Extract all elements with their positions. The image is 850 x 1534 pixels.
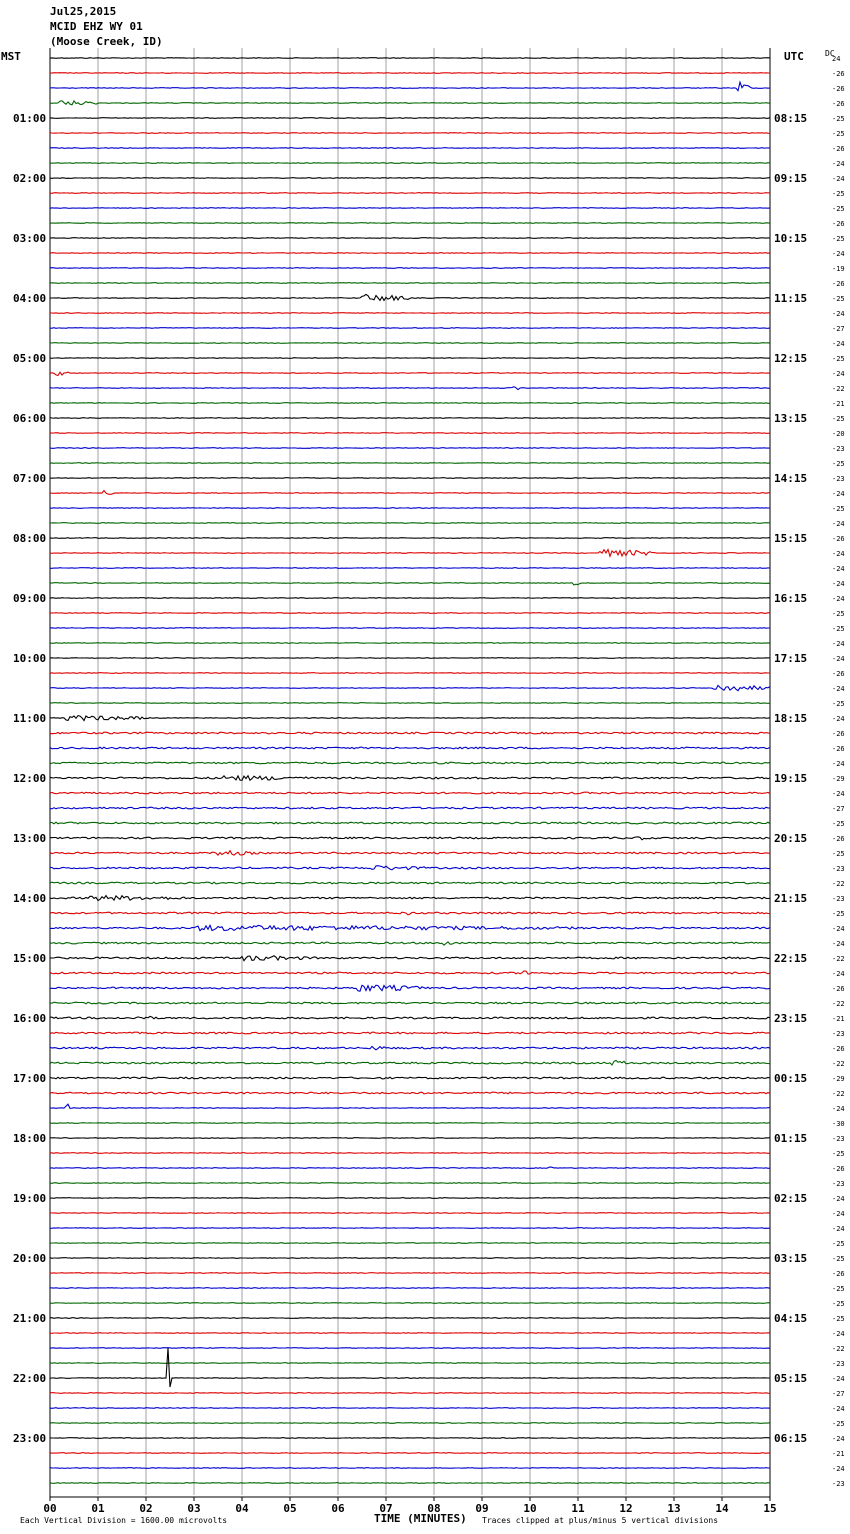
right-hour-label: 19:15: [774, 772, 808, 785]
dc-offset-label: -21: [832, 1015, 845, 1023]
right-hour-label: 00:15: [774, 1072, 808, 1085]
trace-line: [50, 658, 770, 659]
dc-offset-label: -25: [832, 505, 845, 513]
trace-line: [50, 792, 770, 794]
dc-offset-label: -22: [832, 955, 845, 963]
dc-offset-label: -25: [832, 205, 845, 213]
trace-line: [50, 538, 770, 539]
trace-line: [50, 1333, 770, 1334]
right-hour-label: 02:15: [774, 1192, 808, 1205]
dc-offset-label: -25: [832, 130, 845, 138]
trace-line: [50, 1153, 770, 1154]
left-hour-label: 15:00: [13, 952, 47, 965]
dc-offset-label: -24: [832, 370, 845, 378]
dc-offset-label: -26: [832, 535, 845, 543]
dc-offset-label: -24: [832, 970, 845, 978]
trace-line: [50, 1438, 770, 1439]
left-hour-label: 12:00: [13, 772, 47, 785]
left-hour-label: 21:00: [13, 1312, 47, 1325]
dc-offset-label: -25: [832, 460, 845, 468]
dc-offset-label: -25: [832, 190, 845, 198]
trace-line: [50, 1032, 770, 1034]
trace-line: [50, 1258, 770, 1259]
right-hour-label: 04:15: [774, 1312, 808, 1325]
trace-line: [50, 523, 770, 524]
x-axis-title: TIME (MINUTES): [374, 1512, 467, 1525]
dc-offset-label: -25: [832, 625, 845, 633]
trace-line: [50, 58, 770, 59]
right-hour-label: 17:15: [774, 652, 808, 665]
trace-line: [50, 1016, 770, 1018]
trace-line: [50, 866, 770, 870]
dc-offset-label: -23: [832, 1480, 845, 1488]
dc-offset-label: -23: [832, 865, 845, 873]
dc-offset-label: -24: [832, 1405, 845, 1413]
left-hour-label: 17:00: [13, 1072, 47, 1085]
left-hour-label: 03:00: [13, 232, 47, 245]
dc-offset-label: -23: [832, 445, 845, 453]
trace-line: [50, 358, 770, 359]
dc-offset-label: -25: [832, 610, 845, 618]
trace-line: [50, 418, 770, 419]
dc-offset-label: -24: [832, 1225, 845, 1233]
right-hour-label: 14:15: [774, 472, 808, 485]
trace-line: [50, 148, 770, 149]
trace-line: [50, 1167, 770, 1168]
dc-offset-label: -24: [832, 1435, 845, 1443]
left-hour-label: 19:00: [13, 1192, 47, 1205]
trace-line: [50, 433, 770, 434]
dc-offset-label: -27: [832, 805, 845, 813]
x-tick-label: 09: [475, 1502, 489, 1515]
dc-offset-label: -24: [832, 1105, 845, 1113]
dc-offset-label: -24: [832, 1330, 845, 1338]
trace-line: [50, 328, 770, 329]
trace-line: [50, 1303, 770, 1304]
scale-note: Each Vertical Division = 1600.00 microvolts: [20, 1516, 228, 1525]
right-hour-label: 13:15: [774, 412, 808, 425]
trace-line: [50, 1138, 770, 1139]
trace-line: [50, 1363, 770, 1364]
left-hour-label: 22:00: [13, 1372, 47, 1385]
right-hour-label: 15:15: [774, 532, 808, 545]
dc-offset-label: -29: [832, 1075, 845, 1083]
x-tick-label: 13: [667, 1502, 681, 1515]
trace-line: [50, 1104, 770, 1108]
trace-line: [50, 193, 770, 194]
trace-line: [50, 807, 770, 809]
dc-offset-label: -25: [832, 1255, 845, 1263]
dc-offset-label: -24: [832, 580, 845, 588]
trace-line: [50, 942, 770, 945]
dc-label: DC: [825, 49, 835, 58]
dc-offset-label: -25: [832, 115, 845, 123]
trace-line: [50, 568, 770, 569]
trace-line: [50, 1318, 770, 1319]
dc-offset-label: 24: [832, 55, 841, 63]
dc-offset-label: -26: [832, 670, 845, 678]
dc-offset-label: -25: [832, 700, 845, 708]
trace-line: [50, 822, 770, 824]
left-hour-label: 20:00: [13, 1252, 47, 1265]
dc-offset-label: -24: [832, 655, 845, 663]
header-station: MCID EHZ WY 01: [50, 20, 143, 33]
right-hour-label: 16:15: [774, 592, 808, 605]
dc-offset-label: -25: [832, 1420, 845, 1428]
trace-line: [50, 491, 770, 495]
dc-offset-label: -25: [832, 1285, 845, 1293]
dc-offset-label: -26: [832, 70, 845, 78]
dc-offset-label: -26: [832, 730, 845, 738]
dc-offset-label: -19: [832, 265, 845, 273]
dc-offset-label: -25: [832, 295, 845, 303]
left-hour-label: 14:00: [13, 892, 47, 905]
right-hour-label: 22:15: [774, 952, 808, 965]
dc-offset-label: -24: [832, 595, 845, 603]
trace-line: [50, 223, 770, 224]
dc-offset-label: -25: [832, 1240, 845, 1248]
trace-line: [50, 343, 770, 344]
trace-line: [50, 1273, 770, 1274]
dc-offset-label: -26: [832, 280, 845, 288]
dc-offset-label: -24: [832, 1195, 845, 1203]
trace-line: [50, 372, 770, 375]
trace-line: [50, 643, 770, 644]
trace-line: [50, 716, 770, 721]
trace-line: [50, 178, 770, 179]
trace-line: [50, 703, 770, 704]
dc-offset-label: -23: [832, 475, 845, 483]
left-hour-label: 11:00: [13, 712, 47, 725]
trace-line: [50, 133, 770, 134]
trace-line: [50, 1123, 770, 1124]
right-hour-label: 08:15: [774, 112, 808, 125]
dc-offset-label: -24: [832, 310, 845, 318]
dc-offset-label: -24: [832, 250, 845, 258]
trace-line: [50, 613, 770, 614]
trace-line: [50, 956, 770, 961]
dc-offset-label: -22: [832, 880, 845, 888]
header-date: Jul25,2015: [50, 5, 117, 18]
dc-offset-label: -24: [832, 1465, 845, 1473]
dc-offset-label: -24: [832, 715, 845, 723]
x-tick-label: 12: [619, 1502, 633, 1515]
dc-offset-label: -29: [832, 775, 845, 783]
trace-line: [50, 628, 770, 629]
dc-offset-label: -26: [832, 85, 845, 93]
trace-line: [50, 851, 770, 856]
dc-offset-label: -25: [832, 820, 845, 828]
trace-line: [50, 403, 770, 404]
x-tick-label: 03: [187, 1502, 201, 1515]
right-hour-label: 03:15: [774, 1252, 808, 1265]
dc-offset-label: -21: [832, 1450, 845, 1458]
x-tick-label: 10: [523, 1502, 537, 1515]
trace-line: [50, 268, 770, 269]
x-tick-label: 00: [43, 1502, 57, 1515]
dc-offset-label: -23: [832, 1360, 845, 1368]
trace-line: [50, 1468, 770, 1469]
left-hour-label: 02:00: [13, 172, 47, 185]
dc-offset-label: -26: [832, 220, 845, 228]
trace-line: [50, 1423, 770, 1424]
right-hour-label: 06:15: [774, 1432, 808, 1445]
left-hour-label: 16:00: [13, 1012, 47, 1025]
left-hour-label: 23:00: [13, 1432, 47, 1445]
right-hour-label: 12:15: [774, 352, 808, 365]
trace-line: [50, 478, 770, 479]
trace-line: [50, 896, 770, 901]
trace-line: [50, 1243, 770, 1244]
dc-offset-label: -26: [832, 985, 845, 993]
dc-offset-label: -27: [832, 325, 845, 333]
dc-offset-label: -24: [832, 175, 845, 183]
right-hour-label: 18:15: [774, 712, 808, 725]
x-tick-label: 07: [379, 1502, 393, 1515]
left-hour-label: 07:00: [13, 472, 47, 485]
trace-line: [50, 925, 770, 931]
trace-line: [50, 1092, 770, 1094]
right-hour-label: 23:15: [774, 1012, 808, 1025]
header-location: (Moose Creek, ID): [50, 35, 163, 48]
dc-offset-label: -22: [832, 1000, 845, 1008]
left-hour-label: 08:00: [13, 532, 47, 545]
dc-offset-label: -23: [832, 1135, 845, 1143]
left-hour-label: 06:00: [13, 412, 47, 425]
trace-line: [50, 508, 770, 509]
trace-line: [50, 747, 770, 749]
left-hour-label: 09:00: [13, 592, 47, 605]
dc-offset-label: -23: [832, 1030, 845, 1038]
dc-offset-label: -25: [832, 850, 845, 858]
right-timezone-label: UTC: [784, 50, 804, 63]
x-tick-label: 05: [283, 1502, 297, 1515]
x-tick-label: 04: [235, 1502, 249, 1515]
dc-offset-label: -24: [832, 160, 845, 168]
dc-offset-label: -26: [832, 1045, 845, 1053]
trace-line: [50, 912, 770, 915]
trace-line: [50, 163, 770, 164]
dc-offset-label: -22: [832, 385, 845, 393]
dc-offset-label: -20: [832, 430, 845, 438]
trace-line: [50, 1483, 770, 1484]
x-tick-label: 06: [331, 1502, 345, 1515]
trace-line: [50, 837, 770, 840]
trace-line: [50, 732, 770, 734]
trace-line: [50, 1002, 770, 1004]
trace-line: [50, 208, 770, 209]
dc-offset-label: -24: [832, 565, 845, 573]
trace-line: [50, 971, 770, 974]
trace-line: [50, 294, 770, 300]
left-hour-label: 05:00: [13, 352, 47, 365]
dc-offset-label: -24: [832, 790, 845, 798]
dc-offset-label: -24: [832, 340, 845, 348]
dc-offset-label: -26: [832, 745, 845, 753]
trace-line: [50, 776, 770, 781]
dc-offset-label: -22: [832, 1060, 845, 1068]
trace-line: [50, 1198, 770, 1199]
dc-offset-label: -25: [832, 235, 845, 243]
dc-offset-label: -25: [832, 1300, 845, 1308]
dc-offset-label: -25: [832, 415, 845, 423]
dc-offset-label: -25: [832, 910, 845, 918]
dc-offset-label: -30: [832, 1120, 845, 1128]
trace-line: [50, 82, 770, 91]
left-hour-label: 13:00: [13, 832, 47, 845]
trace-line: [50, 1213, 770, 1214]
dc-offset-label: -26: [832, 100, 845, 108]
dc-offset-label: -24: [832, 520, 845, 528]
right-hour-label: 11:15: [774, 292, 808, 305]
trace-line: [50, 463, 770, 464]
x-tick-label: 15: [763, 1502, 777, 1515]
trace-line: [50, 882, 770, 884]
dc-offset-label: -26: [832, 1165, 845, 1173]
dc-offset-label: -24: [832, 925, 845, 933]
dc-offset-label: -27: [832, 1390, 845, 1398]
x-tick-label: 01: [91, 1502, 105, 1515]
trace-line: [50, 1228, 770, 1229]
trace-line: [50, 1393, 770, 1394]
right-hour-label: 20:15: [774, 832, 808, 845]
dc-offset-label: -23: [832, 1180, 845, 1188]
dc-offset-label: -25: [832, 1150, 845, 1158]
trace-line: [50, 550, 770, 557]
dc-offset-label: -25: [832, 355, 845, 363]
trace-line: [50, 253, 770, 254]
trace-line: [50, 387, 770, 390]
right-hour-label: 21:15: [774, 892, 808, 905]
trace-line: [50, 985, 770, 991]
trace-line: [50, 1288, 770, 1289]
x-tick-label: 08: [427, 1502, 441, 1515]
dc-offset-label: -25: [832, 1315, 845, 1323]
right-hour-label: 10:15: [774, 232, 808, 245]
right-hour-label: 09:15: [774, 172, 808, 185]
left-hour-label: 04:00: [13, 292, 47, 305]
trace-line: [50, 101, 770, 105]
trace-line: [50, 1453, 770, 1454]
trace-line: [50, 762, 770, 764]
trace-line: [50, 1348, 770, 1349]
dc-offset-label: -21: [832, 400, 845, 408]
x-tick-label: 02: [139, 1502, 153, 1515]
right-hour-label: 05:15: [774, 1372, 808, 1385]
left-timezone-label: MST: [1, 50, 21, 63]
trace-line: [50, 1077, 770, 1079]
trace-line: [50, 448, 770, 449]
x-tick-label: 14: [715, 1502, 729, 1515]
trace-line: [50, 685, 770, 690]
dc-offset-label: -24: [832, 1210, 845, 1218]
trace-line: [50, 1408, 770, 1409]
trace-line: [50, 1183, 770, 1184]
trace-line: [50, 673, 770, 674]
dc-offset-label: -26: [832, 835, 845, 843]
dc-offset-label: -23: [832, 895, 845, 903]
left-hour-label: 18:00: [13, 1132, 47, 1145]
left-hour-label: 10:00: [13, 652, 47, 665]
dc-offset-label: -26: [832, 1270, 845, 1278]
trace-line: [50, 283, 770, 284]
x-tick-label: 11: [571, 1502, 585, 1515]
clip-note: Traces clipped at plus/minus 5 vertical divisions: [482, 1516, 719, 1525]
left-hour-label: 01:00: [13, 112, 47, 125]
trace-line: [50, 1348, 770, 1387]
dc-offset-label: -24: [832, 940, 845, 948]
dc-offset-label: -26: [832, 145, 845, 153]
dc-offset-label: -24: [832, 685, 845, 693]
trace-line: [50, 73, 770, 74]
dc-offset-label: -24: [832, 550, 845, 558]
trace-line: [50, 1060, 770, 1065]
right-hour-label: 01:15: [774, 1132, 808, 1145]
trace-line: [50, 1046, 770, 1049]
dc-offset-label: -22: [832, 1345, 845, 1353]
dc-offset-label: -24: [832, 640, 845, 648]
dc-offset-label: -24: [832, 1375, 845, 1383]
trace-line: [50, 583, 770, 585]
trace-line: [50, 118, 770, 119]
trace-line: [50, 598, 770, 599]
dc-offset-label: -24: [832, 490, 845, 498]
trace-line: [50, 313, 770, 314]
dc-offset-label: -22: [832, 1090, 845, 1098]
trace-line: [50, 238, 770, 239]
dc-offset-label: -24: [832, 760, 845, 768]
